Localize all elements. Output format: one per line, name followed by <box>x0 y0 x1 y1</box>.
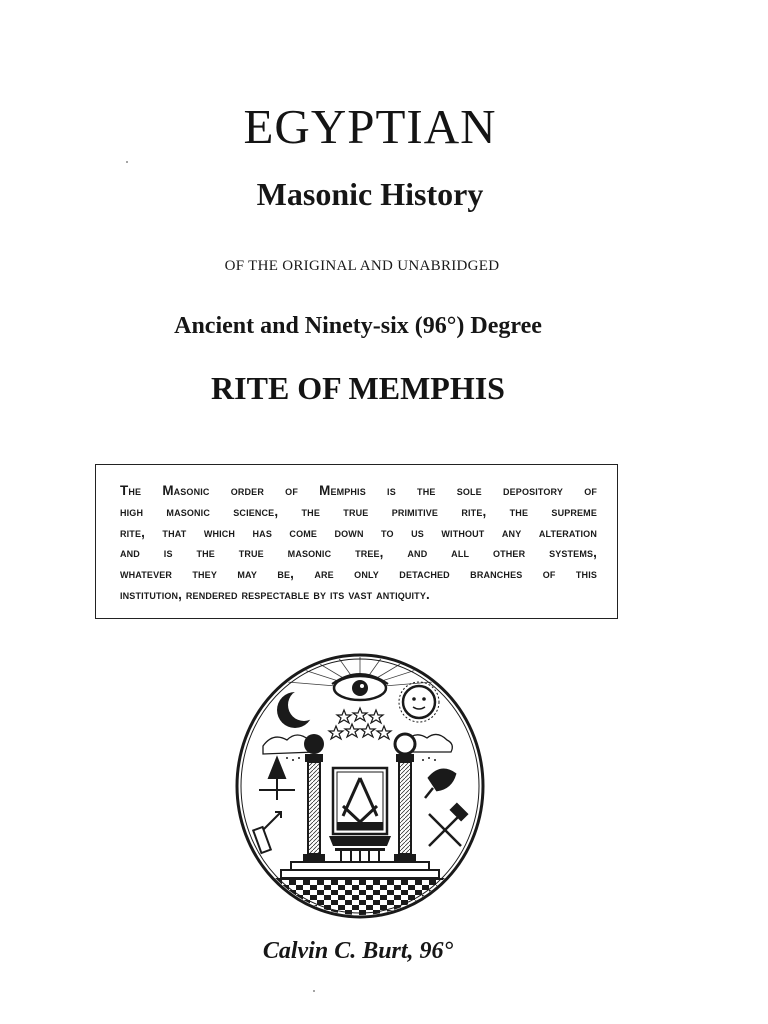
masonic-seal-icon <box>233 650 487 922</box>
quote-line: high masonic science, the true primitive rite, the supreme <box>120 503 597 519</box>
quote-line: whatever they may be, are only detached branches of this <box>120 566 597 582</box>
quote-line: The Masonic order of Memphis is the sole depository of <box>120 483 597 498</box>
quote-box <box>95 464 618 619</box>
author-name: Calvin C. Burt, 96° <box>262 938 454 964</box>
quote-line: rite, that which has come down to us without any alteration <box>120 524 597 540</box>
rite-title: RITE OF MEMPHIS <box>211 370 505 406</box>
degree-line: Ancient and Ninety-six (96°) Degree <box>174 313 542 339</box>
quote-line: and is the true masonic tree, and all other systems, <box>120 545 597 561</box>
scan-speck <box>313 990 315 992</box>
quote-line: institution, rendered respectable by its vast antiquity. <box>120 586 430 602</box>
page-title: EGYPTIAN <box>243 99 497 154</box>
intro-line: OF THE ORIGINAL AND UNABRIDGED <box>224 258 500 274</box>
scan-speck <box>126 161 128 163</box>
page-subtitle: Masonic History <box>256 176 484 212</box>
